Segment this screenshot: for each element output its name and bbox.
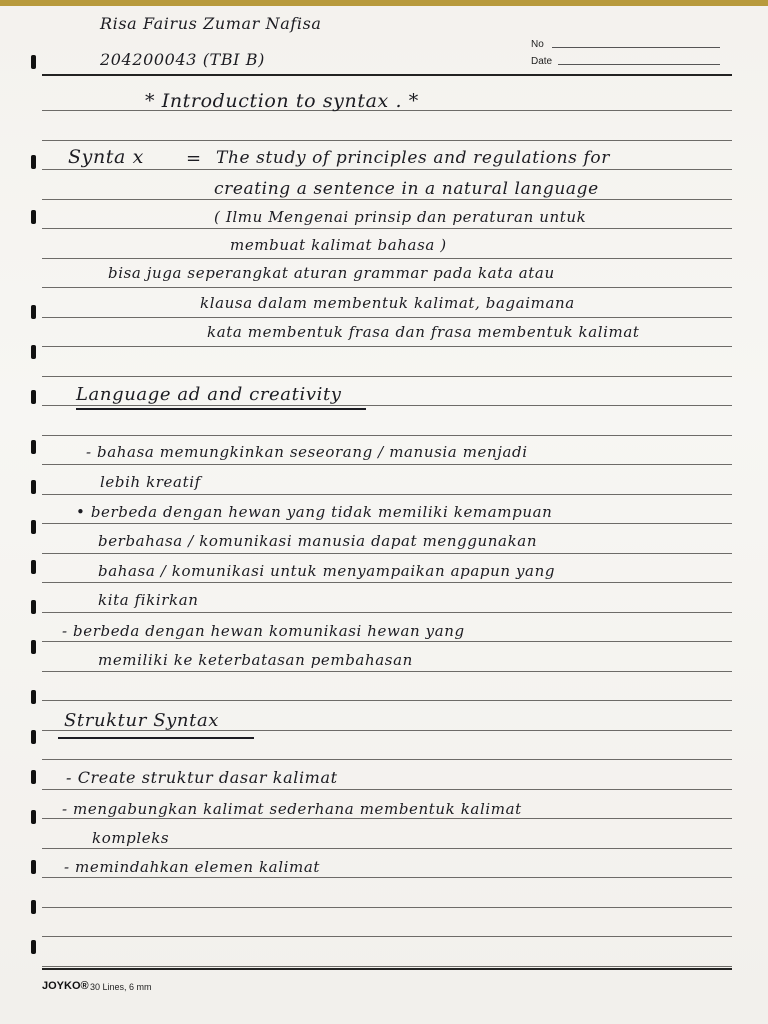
ruled-line [42, 582, 732, 583]
ruled-line [42, 435, 732, 436]
heading-underline-2 [58, 737, 254, 739]
margin-mark [31, 55, 36, 69]
margin-mark [31, 440, 36, 454]
ruled-line [42, 612, 732, 613]
ruled-line [42, 228, 732, 229]
date-label: Date [531, 56, 553, 67]
no-line [552, 47, 720, 48]
ruled-line [42, 818, 732, 819]
ruled-line [42, 494, 732, 495]
definition-term: Synta x [68, 146, 144, 168]
margin-mark [31, 690, 36, 704]
margin-mark [31, 640, 36, 654]
section2-line-2: - mengabungkan kalimat sederhana membentuk kalimat [62, 800, 522, 818]
section-heading-struktur-syntax: Struktur Syntax [64, 710, 220, 731]
section1-line-4: berbahasa / komunikasi manusia dapat menggunakan [98, 532, 538, 550]
margin-mark [31, 900, 36, 914]
section2-line-1: - Create struktur dasar kalimat [66, 768, 338, 787]
page-title: * Introduction to syntax . * [145, 90, 419, 112]
date-line [558, 64, 720, 65]
definition-line-2: creating a sentence in a natural language [214, 179, 599, 199]
ruled-line [42, 169, 732, 170]
margin-mark [31, 770, 36, 784]
ruled-line [42, 789, 732, 790]
definition-equals: = [186, 148, 202, 169]
paper-spec: 30 Lines, 6 mm [90, 982, 152, 992]
ruled-line [42, 700, 732, 701]
student-id-class: 204200043 (TBI B) [100, 50, 265, 69]
section1-line-7: - berbeda dengan hewan komunikasi hewan yang [62, 622, 465, 640]
margin-mark [31, 860, 36, 874]
header-rule [42, 74, 732, 76]
definition-line-3: ( Ilmu Mengenai prinsip dan peraturan untuk [214, 208, 587, 226]
margin-mark [31, 600, 36, 614]
note-line-2: klausa dalam membentuk kalimat, bagaimana [200, 294, 575, 312]
section1-line-5: bahasa / komunikasi untuk menyampaikan apapun yang [98, 562, 556, 580]
margin-mark [31, 730, 36, 744]
section1-line-2: lebih kreatif [100, 473, 201, 491]
margin-mark [31, 810, 36, 824]
margin-mark [31, 155, 36, 169]
ruled-line [42, 907, 732, 908]
ruled-line [42, 966, 732, 967]
section2-line-3: kompleks [92, 829, 170, 847]
note-line-3: kata membentuk frasa dan frasa membentuk kalimat [207, 323, 640, 341]
paper-top-edge [0, 0, 768, 6]
ruled-line [42, 641, 732, 642]
ruled-line [42, 759, 732, 760]
margin-mark [31, 520, 36, 534]
margin-mark [31, 560, 36, 574]
margin-mark [31, 210, 36, 224]
section1-line-8: memiliki ke keterbatasan pembahasan [98, 651, 413, 669]
section-heading-language-creativity: Language ad and creativity [76, 384, 342, 405]
ruled-line [42, 671, 732, 672]
margin-mark [31, 480, 36, 494]
ruled-line [42, 317, 732, 318]
section2-line-4: - memindahkan elemen kalimat [64, 858, 320, 876]
ruled-line [42, 848, 732, 849]
margin-mark [31, 940, 36, 954]
ruled-line [42, 140, 732, 141]
ruled-line [42, 405, 732, 406]
ruled-line [42, 553, 732, 554]
brand-logo: JOYKO® [42, 980, 89, 992]
ruled-line [42, 346, 732, 347]
margin-mark [31, 305, 36, 319]
no-label: No [531, 39, 544, 50]
section1-line-3: • berbeda dengan hewan yang tidak memiliki kemampuan [76, 503, 553, 521]
ruled-line [42, 376, 732, 377]
student-name: Risa Fairus Zumar Nafisa [100, 14, 322, 33]
ruled-line [42, 523, 732, 524]
definition-line-1: The study of principles and regulations for [216, 148, 610, 168]
ruled-line [42, 936, 732, 937]
definition-line-4: membuat kalimat bahasa ) [230, 236, 447, 254]
heading-underline [76, 408, 366, 410]
footer-rule [42, 968, 732, 970]
ruled-line [42, 877, 732, 878]
margin-mark [31, 390, 36, 404]
note-line-1: bisa juga seperangkat aturan grammar pada kata atau [108, 264, 555, 282]
ruled-line [42, 287, 732, 288]
section1-line-1: - bahasa memungkinkan seseorang / manusia menjadi [86, 443, 528, 461]
section1-line-6: kita fikirkan [98, 591, 199, 609]
ruled-line [42, 258, 732, 259]
margin-mark [31, 345, 36, 359]
ruled-line [42, 464, 732, 465]
